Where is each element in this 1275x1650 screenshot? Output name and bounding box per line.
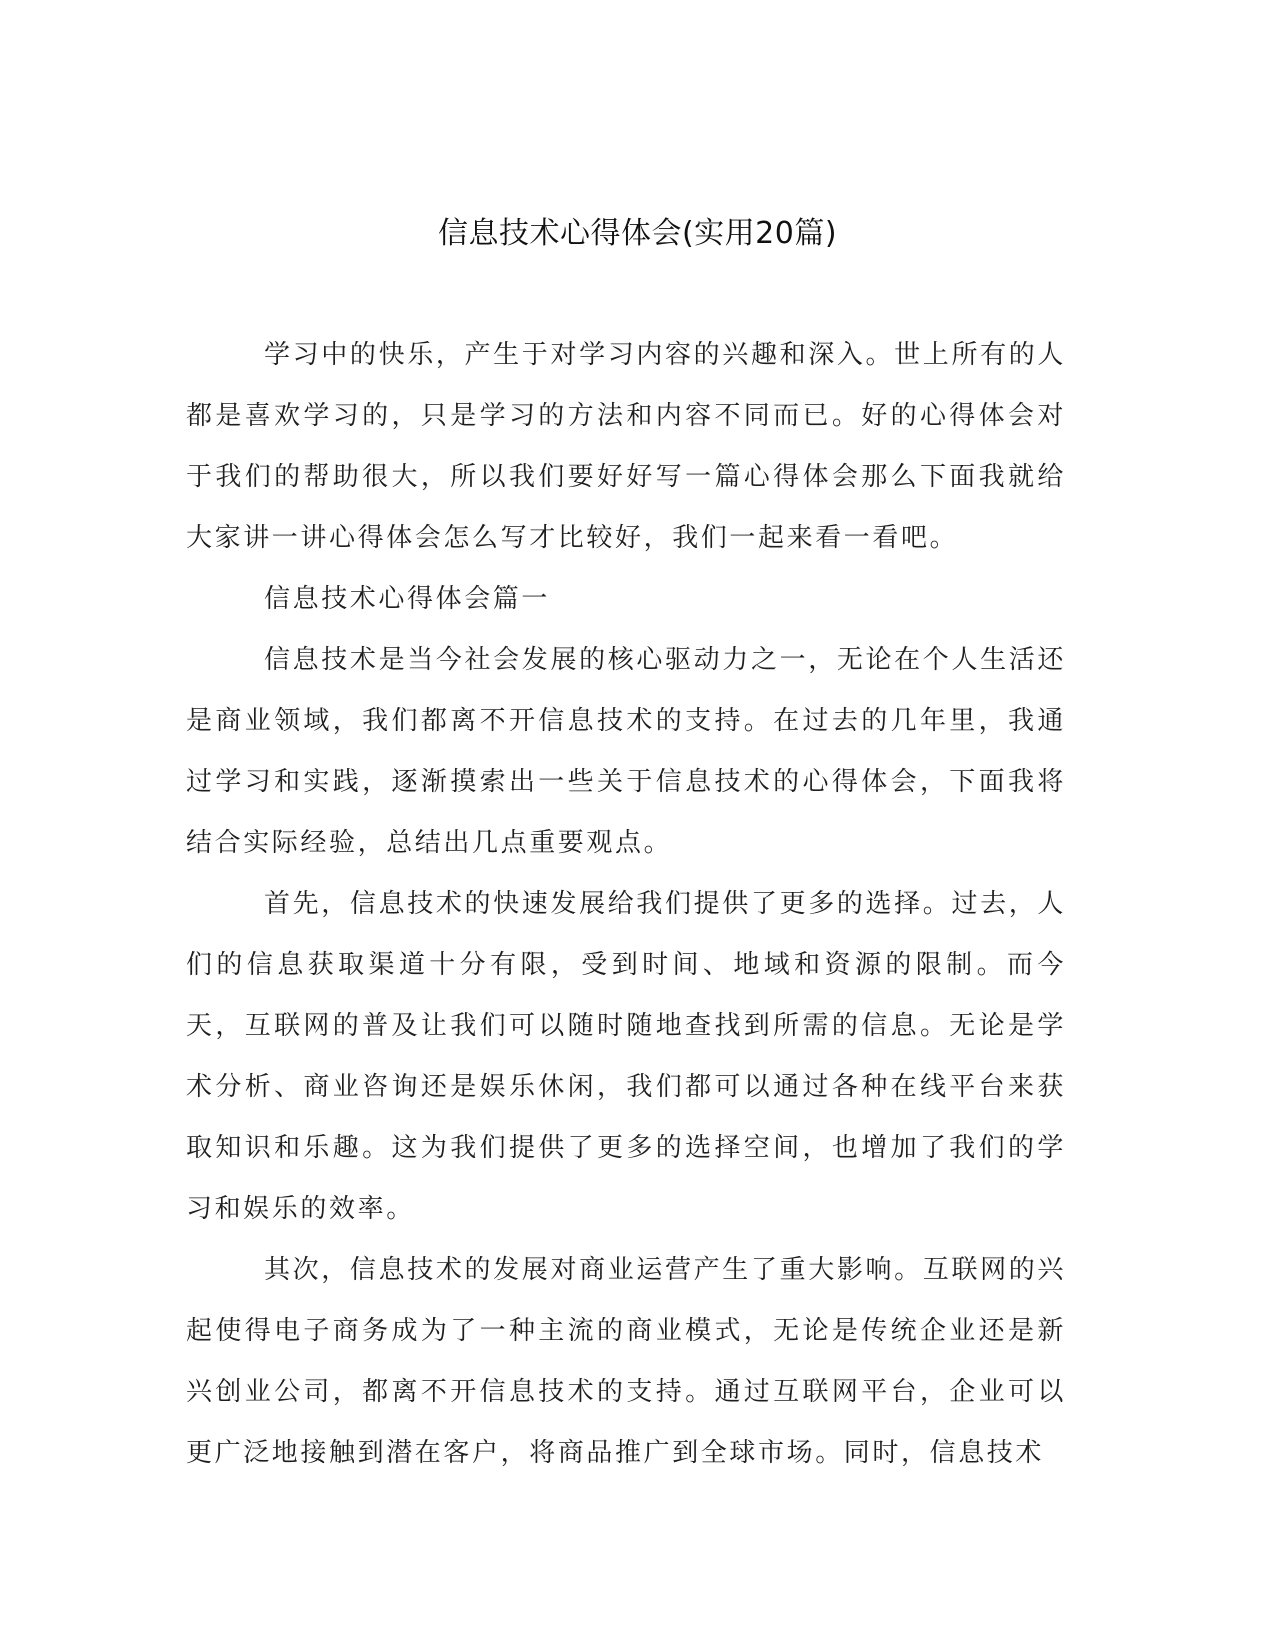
document-title: 信息技术心得体会(实用20篇)	[437, 216, 838, 251]
section-heading: 信息技术心得体会篇一	[264, 584, 551, 614]
paragraph-intro: 学习中的快乐，产生于对学习内容的兴趣和深入。世上所有的人都是喜欢学习的，只是学习的方法和内容不同而已。好的心得体会对于我们的帮助很大，所以我们要好好写一篇心得体会那么下面我就给大家讲一讲心得体会怎么写才比较好，我们一起来看一看吧。	[186, 340, 1066, 553]
paragraph-first-point: 首先，信息技术的快速发展给我们提供了更多的选择。过去，人们的信息获取渠道十分有限，受到时间、地域和资源的限制。而今天，互联网的普及让我们可以随时随地查找到所需的信息。无论是学术分析、商业咨询还是娱乐休闲，我们都可以通过各种在线平台来获取知识和乐趣。这为我们提供了更多的选择空间，也增加了我们的学习和娱乐的效率。	[186, 889, 1066, 1224]
document-body	[186, 325, 1066, 1484]
paragraph-second-point: 其次，信息技术的发展对商业运营产生了重大影响。互联网的兴起使得电子商务成为了一种主流的商业模式，无论是传统企业还是新兴创业公司，都离不开信息技术的支持。通过互联网平台，企业可以更广泛地接触到潜在客户，将商品推广到全球市场。同时，信息技术	[186, 1255, 1066, 1468]
paragraph-overview: 信息技术是当今社会发展的核心驱动力之一，无论在个人生活还是商业领域，我们都离不开信息技术的支持。在过去的几年里，我通过学习和实践，逐渐摸索出一些关于信息技术的心得体会，下面我将结合实际经验，总结出几点重要观点。	[186, 645, 1066, 858]
